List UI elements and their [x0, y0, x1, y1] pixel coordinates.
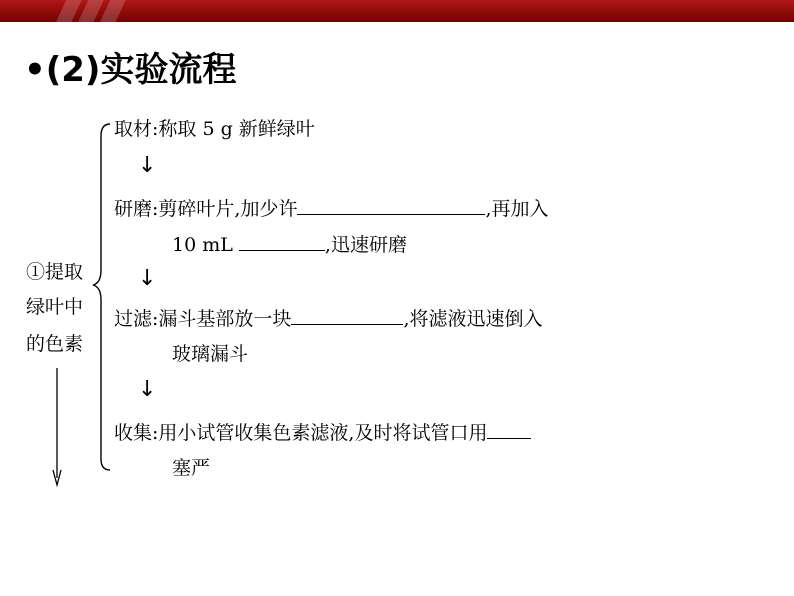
step-grind-name: 研磨 — [114, 198, 153, 220]
step-collect-name: 收集 — [114, 422, 153, 444]
step-filter-text-before: 漏斗基部放一块 — [158, 308, 292, 330]
left-label-line3: 的色素 — [26, 333, 84, 355]
down-arrow-icon: ↓ — [138, 153, 157, 178]
step-collect-separator: : — [152, 422, 159, 444]
down-arrow-icon: ↓ — [138, 266, 157, 291]
step-filter-separator: : — [152, 308, 159, 330]
collect-stopper-blank — [487, 419, 531, 439]
down-arrow-icon: ↓ — [138, 377, 157, 402]
step-take-separator: : — [152, 118, 159, 140]
step-take-name: 取材 — [114, 118, 153, 140]
section-title: •(2)实验流程 — [24, 50, 237, 90]
step-take — [114, 117, 315, 141]
step-grind-text-after: ,再加入 — [485, 198, 549, 220]
left-label-line2: 绿叶中 — [26, 296, 84, 318]
step-collect — [114, 419, 531, 445]
filter-material-blank — [291, 305, 403, 325]
left-label-line1: ①提取 — [26, 261, 84, 283]
step-grind-line2 — [172, 231, 407, 257]
step-grind-line2-before: 10 mL — [172, 234, 233, 256]
curly-brace — [93, 124, 110, 470]
step-filter-text-after: ,将滤液迅速倒入 — [403, 308, 543, 330]
grind-solvent-blank — [239, 231, 325, 251]
step-collect-line2: 塞严 — [172, 457, 211, 479]
step-collect-text-before: 用小试管收集色素滤液,及时将试管口用 — [158, 422, 488, 444]
step-grind — [114, 195, 549, 221]
step-filter-line2: 玻璃漏斗 — [172, 343, 249, 365]
step-grind-text-before: 剪碎叶片,加少许 — [158, 198, 298, 220]
step-take-text: 称取 5 g 新鲜绿叶 — [158, 118, 315, 140]
step-grind-line2-after: ,迅速研磨 — [324, 234, 407, 256]
step-filter — [114, 305, 542, 331]
step-grind-separator: : — [152, 198, 159, 220]
step-filter-name: 过滤 — [114, 308, 153, 330]
grind-reagent-blank — [297, 195, 485, 215]
